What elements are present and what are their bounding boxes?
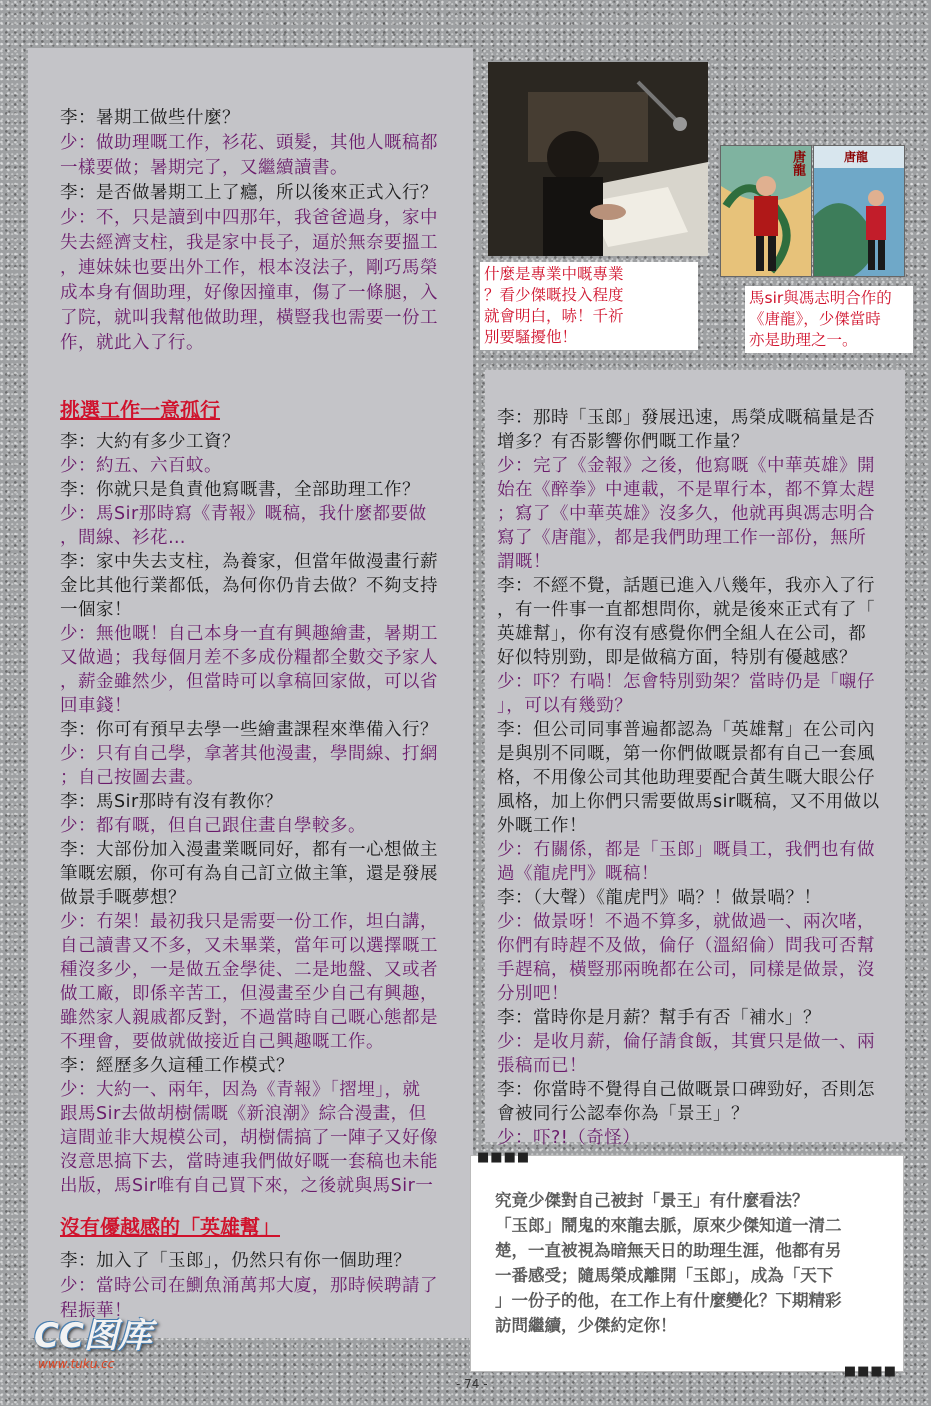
preview-squares-bottom: ■■■■ <box>843 1364 897 1379</box>
dialogue-line: 李：暑期工做些什麼？ <box>60 108 240 128</box>
dialogue-line: 李：大部份加入漫畫業嘅同好，都有一心想做主 <box>60 840 438 860</box>
dialogue-line: 沒意思搞下去，當時連我們做好嘅一套稿也未能 <box>60 1152 438 1172</box>
dialogue-line: 始在《醉拳》中連載，不是單行本，都不算太趕 <box>497 480 875 500</box>
logo-url: www.tuku.cc <box>38 1357 115 1371</box>
dialogue-line: 一個家！ <box>60 600 132 620</box>
dialogue-line: 跟馬Sir去做胡樹儒嘅《新浪潮》綜合漫畫，但 <box>60 1104 427 1124</box>
dialogue-line: 會被同行公認奉你為「景王」？ <box>497 1104 749 1124</box>
dialogue-line: 分別吧！ <box>497 984 569 1004</box>
preview-squares-top: ■■■■ <box>477 1150 531 1165</box>
caption-line: 別要騷擾他！ <box>484 328 578 346</box>
dialogue-line: 出版，馬Sir唯有自己買下來，之後就與馬Sir一 <box>60 1176 434 1196</box>
dialogue-line: 外嘅工作！ <box>497 816 587 836</box>
dialogue-line: 少：都有嘅，但自己跟住畫自學較多。 <box>60 816 366 836</box>
dialogue-line: 少：做景呀！不過不算多，就做過一、兩次啫， <box>497 912 875 932</box>
dialogue-line: 李：當時你是月薪？幫手有否「補水」？ <box>497 1008 821 1028</box>
artist-photo <box>488 62 708 256</box>
dialogue-line: 李：加入了「玉郎」，仍然只有你一個助理？ <box>60 1251 412 1271</box>
dialogue-line: 失去經濟支柱，我是家中長子，逼於無奈要搵工 <box>60 233 438 253</box>
dialogue-line: 回車錢！ <box>60 696 132 716</box>
tanglung-cover-1 <box>720 145 812 277</box>
dialogue-line: 少：冇架！最初我只是需要一份工作，坦白講， <box>60 912 438 932</box>
dialogue-line: 張稿而已！ <box>497 1056 587 1076</box>
dialogue-line: 少：做助理嘅工作，衫花、頭髮，其他人嘅稿都 <box>60 133 438 153</box>
dialogue-line: 少：完了《金報》之後，他寫嘅《中華英雄》開 <box>497 456 875 476</box>
dialogue-line: 程振華！ <box>60 1301 132 1321</box>
caption-line: 什麼是專業中嘅專業 <box>484 265 624 283</box>
dialogue-line: ，薪金雖然少，但當時可以拿稿回家做，可以省 <box>60 672 438 692</box>
dialogue-line: 少：約五、六百蚊。 <box>60 456 222 476</box>
dialogue-line: 一樣要做；暑期完了，又繼續讀書。 <box>60 158 348 178</box>
dialogue-line: 了院，就叫我幫他做助理，橫豎我也需要一份工 <box>60 308 438 328</box>
dialogue-line: 李：家中失去支柱，為養家，但當年做漫畫行薪 <box>60 552 438 572</box>
dialogue-line: 是與別不同嘅，第一你們做嘅景都有自己一套風 <box>497 744 875 764</box>
dialogue-line: 少：吓？冇喎！怎會特別勁架？當時仍是「嚫仔 <box>497 672 875 692</box>
dialogue-line: 少：冇關係，都是「玉郎」嘅員工，我們也有做 <box>497 840 875 860</box>
dialogue-line: 做景手嘅夢想？ <box>60 888 186 908</box>
dialogue-line: 李：大約有多少工資？ <box>60 432 240 452</box>
dialogue-line: 少：馬Sir那時寫《青報》嘅稿，我什麼都要做 <box>60 504 427 524</box>
cover-title: 唐龍 <box>844 150 869 164</box>
dialogue-line: ；自己按圖去畫。 <box>60 768 204 788</box>
dialogue-line: 寫了《唐龍》，都是我們助理工作一部份，無所 <box>497 528 867 548</box>
cover-caption <box>745 286 913 353</box>
section-heading-1: 挑選工作一意孤行 <box>60 398 220 422</box>
preview-text <box>495 1188 842 1338</box>
dialogue-line: 好似特別勁，即是做稿方面，特別有優越感？ <box>497 648 857 668</box>
caption-line: 馬sir與馮志明合作的 <box>749 289 892 307</box>
dialogue-line: 李：那時「玉郎」發展迅速，馬榮成嘅稿量是否 <box>497 408 875 428</box>
dialogue-line: 李：（大聲）《龍虎門》喎？！做景喎？！ <box>497 888 822 908</box>
dialogue-line: 不理會，要做就做接近自己興趣嘅工作。 <box>60 1032 384 1052</box>
logo-main: CC图库 <box>34 1316 152 1356</box>
dialogue-line: 作，就此入了行。 <box>60 333 204 353</box>
dialogue-line: 自己讀書又不多，又未畢業，當年可以選擇嘅工 <box>60 936 438 956</box>
dialogue-line: ；寫了《中華英雄》沒多久，他就再與馮志明合 <box>497 504 875 524</box>
dialogue-line: 筆嘅宏願，你可有為自己訂立做主筆，還是發展 <box>60 864 438 884</box>
dialogue-line: 金比其他行業都低，為何你仍肯去做？不夠支持 <box>60 576 438 596</box>
dialogue-line: 手趕稿，橫豎那兩晚都在公司，同樣是做景，沒 <box>497 960 875 980</box>
preview-line: 「玉郎」鬧鬼的來龍去脈，原來少傑知道一清二 <box>495 1216 842 1235</box>
dialogue-line: 過《龍虎門》嘅稿！ <box>497 864 659 884</box>
preview-line: 訪問繼續，少傑約定你！ <box>495 1316 677 1335</box>
next-issue-preview <box>470 1150 904 1379</box>
dialogue-line: 格，不用像公司其他助理要配合黃生嘅大眼公仔 <box>497 768 875 788</box>
dialogue-line: 謂嘅！ <box>497 552 551 572</box>
dialogue-line: 李：你可有預早去學一些繪畫課程來準備入行？ <box>60 720 438 740</box>
dialogue-line: 風格，加上你們只需要做馬sir嘅稿，又不用做以 <box>497 792 880 812</box>
cover-title: 唐龍 <box>790 150 805 176</box>
caption-line: 亦是助理之一。 <box>749 331 858 349</box>
dialogue-line: 這間並非大規模公司，胡樹儒搞了一陣子又好像 <box>60 1128 438 1148</box>
dialogue-line: 少：是收月薪，倫仔請食飯，其實只是做一、兩 <box>497 1032 875 1052</box>
preview-line: 一番感受；隨馬榮成離開「玉郎」，成為「天下 <box>495 1266 834 1285</box>
dialogue-line: 李：你就只是負責他寫嘅書，全部助理工作？ <box>60 480 420 500</box>
dialogue-line: ，連妹妹也要出外工作，根本沒法子，剛巧馬榮 <box>60 258 438 278</box>
dialogue-line: ，有一件事一直都想問你，就是後來正式有了「 <box>497 600 875 620</box>
dialogue-line: 少：不，只是讀到中四那年，我爸爸過身，家中 <box>60 208 438 228</box>
dialogue-line: 李：不經不覺，話題已進入八幾年，我亦入了行 <box>497 576 875 596</box>
dialogue-line: 李：但公司同事普遍都認為「英雄幫」在公司內 <box>497 720 875 740</box>
dialogue-line: 增多？有否影響你們嘅工作量？ <box>497 432 749 452</box>
dialogue-line: 少：吓?!（奇怪） <box>497 1128 641 1148</box>
dialogue-line: 做工廠，即係辛苦工，但漫畫至少自己有興趣， <box>60 984 438 1004</box>
dialogue-line: 少：只有自己學，拿著其他漫畫，學間線、打網 <box>60 744 438 764</box>
dialogue-line: 英雄幫」，你有沒有感覺你們全組人在公司，都 <box>497 624 867 644</box>
dialogue-line: 又做過；我每個月差不多成份糧都全數交予家人 <box>60 648 438 668</box>
dialogue-line: 少：無他嘅！自己本身一直有興趣繪畫，暑期工 <box>60 624 438 644</box>
caption-line: ？看少傑嘅投入程度 <box>484 286 624 304</box>
preview-line: 」一份子的他，在工作上有什麼變化？下期精彩 <box>495 1291 842 1310</box>
photo-caption <box>480 262 698 350</box>
dialogue-line: 少：當時公司在鰂魚涌萬邦大廈，那時候聘請了 <box>60 1276 438 1296</box>
preview-line: 楚，一直被視為暗無天日的助理生涯，他都有另 <box>495 1241 842 1260</box>
preview-line: 究竟少傑對自己被封「景王」有什麼看法？ <box>495 1191 809 1210</box>
caption-line: 《唐龍》，少傑當時 <box>749 310 881 328</box>
dialogue-line: 李：是否做暑期工上了癮，所以後來正式入行？ <box>60 183 438 203</box>
dialogue-line: ，間線、衫花… <box>60 528 186 548</box>
dialogue-line: 你們有時趕不及做，倫仔（溫紹倫）問我可否幫 <box>497 936 875 956</box>
page-number: - 74 - <box>456 1377 488 1391</box>
dialogue-line: 種沒多少，一是做五金學徒、二是地盤、又或者 <box>60 960 438 980</box>
dialogue-line: 李：你當時不覺得自己做嘅景口碑勁好，否則怎 <box>497 1080 875 1100</box>
cc-tuku-logo <box>34 1308 152 1371</box>
section-heading-2: 沒有優越感的「英雄幫」 <box>60 1215 280 1239</box>
dialogue-line: 少：大約一、兩年，因為《青報》「摺埋」，就 <box>60 1080 421 1100</box>
caption-line: 就會明白，哧！千祈 <box>484 307 624 325</box>
dialogue-line: 李：馬Sir那時有沒有教你？ <box>60 792 283 812</box>
tanglung-cover-2 <box>813 145 905 277</box>
dialogue-line: 雖然家人親戚都反對，不過當時自己嘅心態都是 <box>60 1008 438 1028</box>
dialogue-line: 成本身有個助理，好像因撞車，傷了一條腿，入 <box>60 283 438 303</box>
dialogue-line: 李：經歷多久這種工作模式？ <box>60 1056 294 1076</box>
dialogue-line: 」，可以有幾勁？ <box>497 696 633 716</box>
